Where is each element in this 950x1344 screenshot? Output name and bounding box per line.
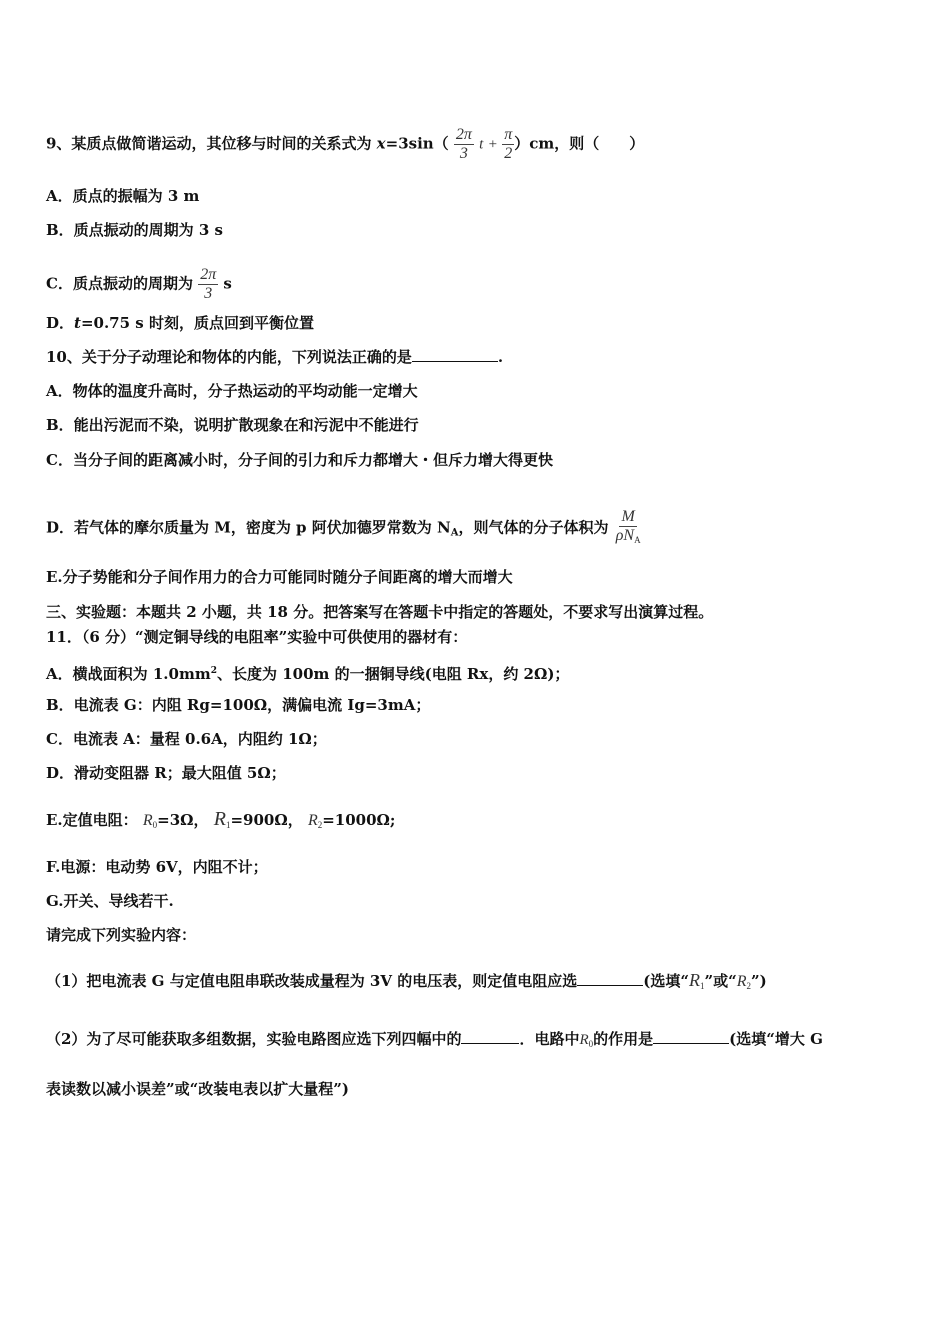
q9-option-a: A．质点的振幅为 3 m [46,187,200,205]
q11-item-f: F.电源：电动势 6V，内阻不计； [46,858,268,876]
q11-item-a: A．横战面积为 $1.0mm^2$、长度为 100m 的一捆铜导线(电阻 Rx，约 2Ω)； [46,665,570,683]
resistor-r2: $R_2$ [307,812,323,830]
q11-part-2: （2）为了尽可能获取多组数据，实验电路图应选下列四幅中的 ．电路中$R_0$的作用是 (选填“增大 G [46,1030,823,1049]
p1-r1: $R_1$ [688,970,705,991]
section-3-heading: 三、实验题：本题共 2 小题，共 18 分。把答案写在答题卡中指定的答题处，不要求写出演算过程。 [46,603,714,621]
q11-item-c: C．电流表 A：量程 0.6A，内阻约 1Ω； [46,730,327,748]
resistor-r1: $R_1$ [213,808,231,830]
q9-option-b: B．质点振动的周期为 3 s [46,221,224,239]
q9-plus: + [488,136,498,153]
q10-option-a: A．物体的温度升高时，分子热运动的平均动能一定增大 [46,382,418,400]
q11-item-e: E.定值电阻： $R_0=3\Omega$， $R_1=900\Omega$， $R_2=1000\Omega$; [46,808,396,830]
q11-item-d: D．滑动变阻器 R；最大阻值 5Ω； [46,764,286,782]
p2-r0: $R_0$ [579,1032,594,1049]
resistor-r0: $R_0$ [142,812,158,830]
q11-instructions: 请完成下列实验内容： [46,926,197,944]
q11-stem: 11．（6 分）“测定铜导线的电阻率”实验中可供使用的器材有： [46,628,468,646]
q9-var-t: t [479,136,484,153]
q10-option-b: B．能出污泥而不染，说明扩散现象在和污泥中不能进行 [46,416,419,434]
q9-option-c-frac: $\frac{2\pi}{3}$ [200,266,217,302]
q11-item-g: G.开关、导线若干. [46,892,174,910]
q9-frac-omega: $\frac{2\pi}{3}$ [455,126,472,162]
q11-item-b: B．电流表 G：内阻 Rg=100Ω，满偏电流 Ig=3mA； [46,696,431,714]
q11-part-2-continued: 表读数以减小误差”或“改装电表以扩大量程”) [46,1080,349,1098]
q10-answer-blank[interactable] [412,347,498,362]
q10-stem: 10、关于分子动理论和物体的内能，下列说法正确的是 . [46,348,504,366]
q9-frac-phase: $\frac{\pi}{2}$ [504,126,513,162]
q9-eq: =3sin（ [385,134,449,153]
q9-var-x: x [376,134,386,153]
q10-option-c: C．当分子间的距离减小时，分子间的引力和斥力都增大・但斥力增大得更快 [46,451,553,469]
q9-stem-end: ）cm，则（ ） [514,134,645,153]
p1-r2: $R_2$ [736,973,751,991]
q11-part-1: （1）把电流表 G 与定值电阻串联改装成量程为 3V 的电压表，则定值电阻应选 (选填“$R_1$”或“$R_2$”) [46,970,767,991]
q10-option-e: E.分子势能和分子间作用力的合力可能同时随分子间距离的增大而增大 [46,568,513,586]
q10-option-d-frac: $\frac{M}{\rho N_A}$ [615,508,641,545]
q10-option-d: D．若气体的摩尔质量为 M，密度为 p 阿伏加德罗常数为 $N_A$，则气体的分子体积为 $\frac{M}{\rho N_A}$ [46,508,643,549]
q9-option-c: C．质点振动的周期为 $\frac{2\pi}{3}$ s [46,266,232,302]
q9-option-d: D．t=0.75 s 时刻，质点回到平衡位置 [46,314,314,332]
q11-part2-blank-1[interactable] [461,1029,519,1044]
q9-stem [46,126,644,163]
q11-part1-blank[interactable] [577,971,643,986]
q9-stem-text: 9、某质点做简谐运动，其位移与时间的关系式为 [46,134,377,153]
q11-part2-blank-2[interactable] [653,1029,729,1044]
